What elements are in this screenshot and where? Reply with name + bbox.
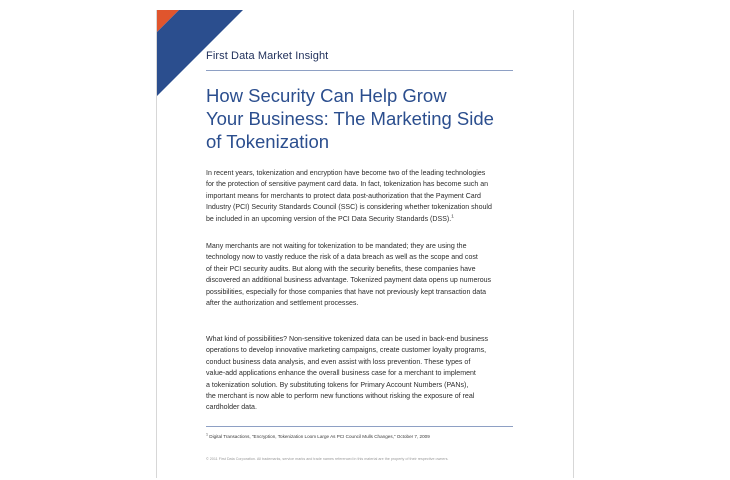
paragraph-line: important means for merchants to protect data post-authorization that the Payment Card: [206, 192, 481, 200]
document-kicker: First Data Market Insight: [206, 50, 329, 62]
copyright-notice: © 2011 First Data Corporation. All trademarks, service marks and trade names referenced in this material are the property of their respective owners.: [206, 457, 449, 461]
paragraph-line: a tokenization solution. By substituting tokens for Primary Account Numbers (PANs),: [206, 381, 469, 389]
paragraph-line: cardholder data.: [206, 404, 257, 412]
title-line: of Tokenization: [206, 131, 330, 152]
paragraph-line: Many merchants are not waiting for tokenization to be mandated; they are using the: [206, 243, 467, 250]
header-divider: [206, 70, 513, 71]
body-paragraph-3: [206, 334, 488, 414]
paragraph-line: discovered an additional business advantage. Tokenized payment data opens up numerous: [206, 277, 492, 285]
body-paragraph-1: [206, 168, 492, 225]
title-line: Your Business: The Marketing Side: [206, 108, 494, 129]
paragraph-line: for the protection of sensitive payment card data. In fact, tokenization has become such an: [206, 181, 489, 189]
paragraph-line: What kind of possibilities? Non-sensitive tokenized data can be used in back-end business: [206, 336, 489, 343]
footnote: [206, 434, 430, 439]
paragraph-line: technology now to vastly reduce the risk of a data breach as well as the scope and cost: [206, 254, 478, 262]
paragraph-line: operations to develop innovative marketing campaigns, create customer loyalty programs,: [206, 347, 487, 355]
paragraph-line: after the authorization and settlement processes.: [206, 300, 359, 308]
footnote-divider: [206, 426, 513, 427]
paragraph-line: the merchant is now able to perform new functions without risking the exposure of real: [206, 393, 475, 401]
paragraph-line: possibilities, especially for those companies that have not previously kept transaction data: [206, 288, 487, 296]
title-line: How Security Can Help Grow: [206, 85, 447, 106]
paragraph-line: [206, 214, 492, 225]
paragraph-line: value-add applications enhance the overall business case for a merchant to implement: [206, 370, 476, 378]
paragraph-line-text: be included in an upcoming version of the PCI Data Security Standards (DSS).: [206, 215, 452, 223]
paragraph-line: of their PCI security audits. But along with the security benefits, these companies have: [206, 265, 476, 273]
paragraph-line: In recent years, tokenization and encryption have become two of the leading technologies: [206, 170, 486, 177]
paragraph-line: conduct business data analysis, and even assist with loss prevention. These types of: [206, 358, 471, 366]
paragraph-line: Industry (PCI) Security Standards Council (SSC) is considering whether tokenization should: [206, 204, 492, 212]
document-page: [156, 10, 574, 478]
footnote-reference: 1: [451, 213, 454, 219]
footnote-marker: 1: [206, 432, 208, 437]
footnote-text: Digital Transactions, "Encryption, Tokenization Loom Large As PCI Council Mulls Changes," October 7, 2009: [209, 434, 430, 439]
body-paragraph-2: [206, 241, 491, 309]
document-title: [206, 84, 546, 153]
